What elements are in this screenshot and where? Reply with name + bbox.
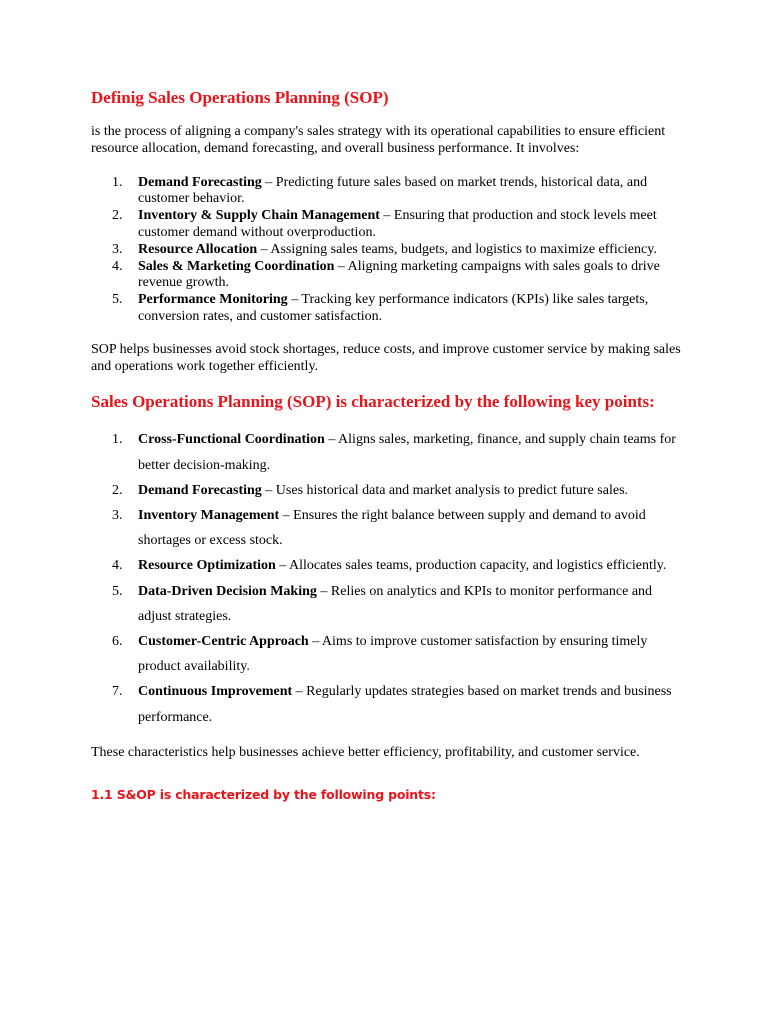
list-item-term: Data-Driven Decision Making — [138, 583, 317, 599]
sop-key-points-list — [91, 427, 685, 729]
list-item — [91, 503, 685, 553]
list-item-description: – Aligns sales, marketing, finance, and supply chain teams for better decision-making. — [138, 432, 676, 473]
list-item-term: Sales & Marketing Coordination — [138, 258, 335, 274]
section-intro: is the process of aligning a company's sales strategy with its operational capabilities to ensure efficient resource allocation, demand forecasting, and overall business performance. It involves: — [91, 124, 666, 156]
list-item-term: Demand Forecasting — [138, 174, 262, 190]
list-item — [91, 292, 685, 326]
list-item-number: 1. — [112, 174, 123, 190]
list-item-number: 1. — [112, 432, 123, 448]
list-item — [91, 175, 685, 209]
list-item-term: Resource Allocation — [138, 241, 258, 257]
list-item-term: Demand Forecasting — [138, 482, 262, 498]
section-title-defining-sop: Definig Sales Operations Planning (SOP) — [91, 88, 389, 107]
list-item-number: 7. — [112, 684, 123, 700]
list-item-number: 3. — [112, 241, 123, 257]
list-item-description: – Regularly updates strategies based on market trends and business performance. — [138, 684, 672, 725]
section-title-key-points: Sales Operations Planning (SOP) is characterized by the following key points: — [91, 392, 655, 412]
list-item-description: – Uses historical data and market analysis to predict future sales. — [261, 482, 629, 498]
list-item-description: – Relies on analytics and KPIs to monitor performance and adjust strategies. — [138, 583, 653, 624]
list-item — [91, 427, 685, 477]
list-item-number: 3. — [112, 507, 123, 523]
list-item — [91, 242, 685, 259]
list-item-number: 4. — [112, 558, 123, 574]
list-item-term: Customer-Centric Approach — [138, 633, 309, 649]
list-item — [91, 579, 685, 629]
list-item-term: Resource Optimization — [138, 558, 276, 574]
key-points-summary: These characteristics help businesses achieve better efficiency, profitability, and customer service. — [91, 744, 640, 760]
list-item-description: – Ensures the right balance between supply and demand to avoid shortages or excess stock. — [138, 507, 646, 549]
list-item-description: – Ensuring that production and stock levels meet customer demand without overproduction. — [138, 208, 657, 240]
list-item-term: Inventory Management — [138, 507, 280, 523]
list-item — [91, 629, 685, 679]
list-item-number: 5. — [112, 583, 123, 599]
list-item — [91, 679, 685, 729]
list-item — [91, 259, 685, 293]
list-item-term: Inventory & Supply Chain Management — [138, 208, 380, 224]
list-item — [91, 553, 685, 578]
list-item-description: – Aligning marketing campaigns with sales goals to drive revenue growth. — [138, 258, 660, 291]
list-item-number: 2. — [112, 482, 123, 498]
list-item — [91, 208, 685, 242]
list-item-description: – Predicting future sales based on market trends, historical data, and customer behavior. — [138, 174, 648, 207]
list-item-number: 4. — [112, 258, 123, 274]
list-item-description: – Tracking key performance indicators (KPIs) like sales targets, conversion rates, and customer satisfaction. — [138, 292, 649, 324]
section-summary: SOP helps businesses avoid stock shortages, reduce costs, and improve customer service by making sales and operations work together efficiently. — [91, 341, 681, 374]
list-item-term: Cross-Functional Coordination — [138, 432, 325, 448]
list-item-number: 6. — [112, 633, 123, 649]
list-item-number: 5. — [112, 292, 123, 308]
document-page — [91, 87, 685, 803]
sop-involves-list — [91, 175, 685, 326]
list-item-description: – Aims to improve customer satisfaction by ensuring timely product availability. — [138, 633, 648, 675]
list-item-term: Continuous Improvement — [138, 684, 293, 700]
section-title-sop-points: 1.1 S&OP is characterized by the following points: — [91, 786, 436, 802]
list-item-number: 2. — [112, 208, 123, 224]
list-item-description: – Allocates sales teams, production capacity, and logistics efficiently. — [275, 558, 667, 574]
list-item-term: Performance Monitoring — [138, 292, 288, 308]
list-item-description: – Assigning sales teams, budgets, and logistics to maximize efficiency. — [257, 241, 657, 257]
list-item — [91, 478, 685, 503]
